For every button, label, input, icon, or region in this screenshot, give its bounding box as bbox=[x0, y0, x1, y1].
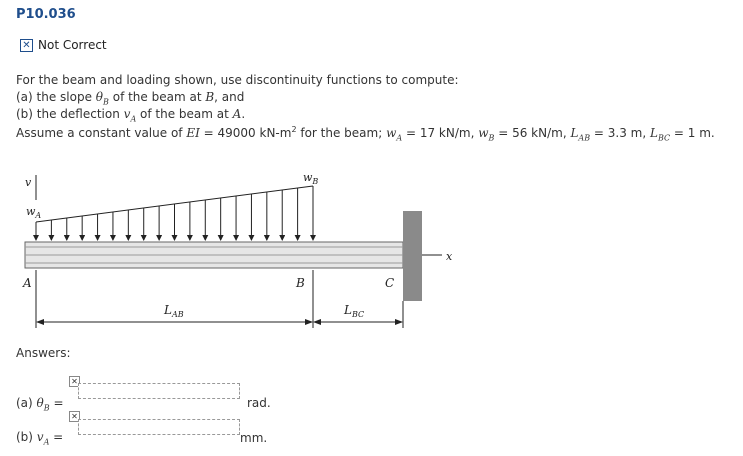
wa-label: $w_A$ bbox=[26, 205, 42, 220]
fixed-wall bbox=[403, 211, 422, 301]
point-b-label: B bbox=[296, 276, 305, 290]
load-arrows bbox=[36, 186, 313, 240]
lab-label: $L_{AB}$ bbox=[164, 303, 184, 319]
wb-label: $w_B$ bbox=[303, 171, 319, 186]
answer-a-unit: rad. bbox=[247, 396, 271, 410]
answer-b-status-icon: ✕ bbox=[69, 411, 80, 422]
answer-b-unit: mm. bbox=[240, 431, 268, 445]
lbc-label: $L_{BC}$ bbox=[344, 303, 365, 319]
x-axis-label: x bbox=[446, 250, 453, 263]
problem-id: P10.036 bbox=[16, 7, 76, 22]
problem-assumptions: Assume a constant value of EI = 49000 $kN-m^2$ for the beam; $w_A = 17$ kN/m, $w_B = 56$ kN/m, $L_{AB} = 3.3$ m, $L_{BC} = 1$ m. bbox=[16, 125, 715, 143]
answer-a-input[interactable] bbox=[78, 383, 240, 399]
point-a-label: A bbox=[23, 276, 32, 290]
answer-a-label: (a) $\theta_B$ = bbox=[16, 396, 64, 413]
answer-b-label: (b) $v_A$ = bbox=[16, 430, 64, 447]
answer-a-status-icon: ✕ bbox=[69, 376, 80, 387]
answer-b-input[interactable] bbox=[78, 419, 240, 435]
incorrect-x-icon: ✕ bbox=[20, 39, 33, 52]
point-c-label: C bbox=[385, 276, 395, 290]
answers-heading: Answers: bbox=[16, 346, 71, 360]
problem-intro: For the beam and loading shown, use discontinuity functions to compute: bbox=[16, 73, 459, 87]
v-axis-label: v bbox=[25, 176, 32, 189]
problem-part-b: (b) the deflection $v_A$ of the beam at A. bbox=[16, 107, 246, 124]
problem-part-a: (a) the slope $\theta_B$ of the beam at B, and bbox=[16, 90, 245, 107]
status-text: Not Correct bbox=[38, 38, 107, 52]
